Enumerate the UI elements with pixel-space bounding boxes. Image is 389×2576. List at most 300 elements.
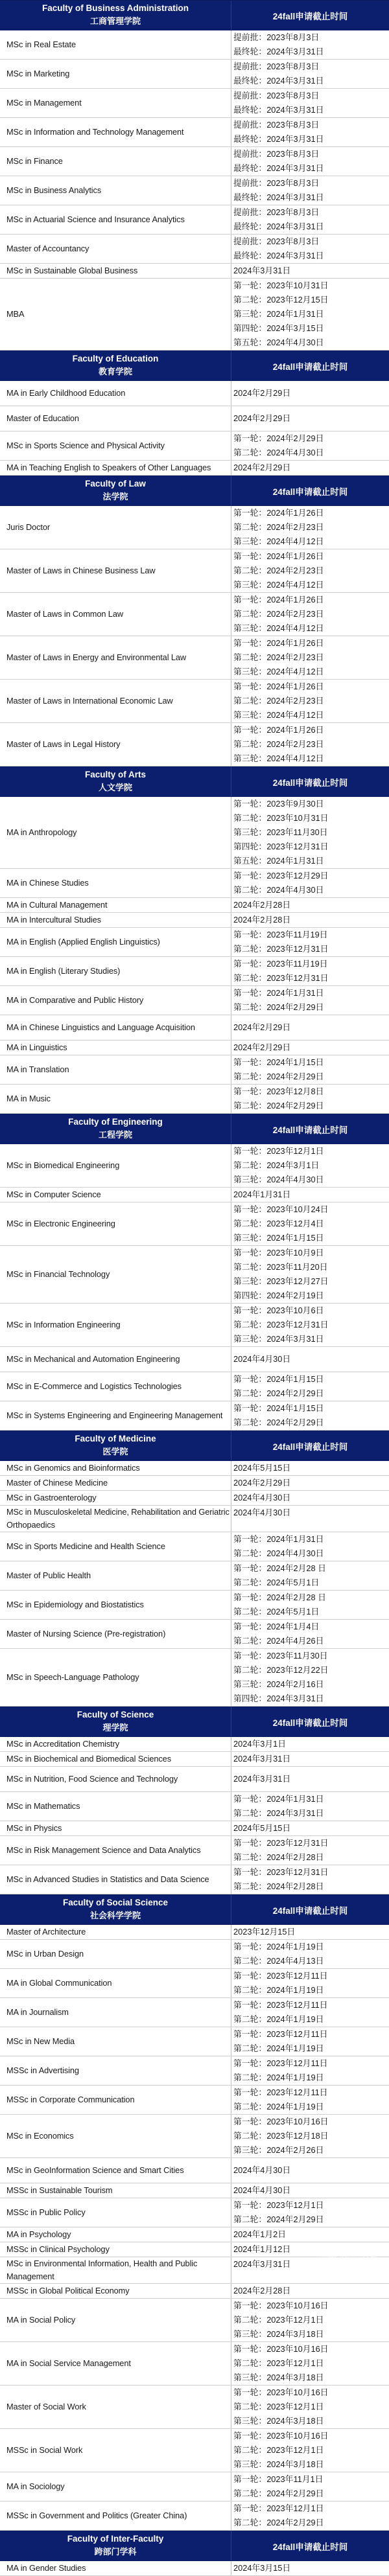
program-name: MSc in Management	[0, 89, 231, 117]
program-row	[0, 2115, 389, 2158]
faculty-name-zh: 跨部门学科	[94, 2547, 137, 2557]
deadline-date: 第二轮：2023年12月1日	[233, 2315, 324, 2325]
deadline-date: 2024年3月15日	[233, 2563, 291, 2573]
faculty-header	[0, 476, 389, 506]
program-name: MA in Intercultural Studies	[0, 913, 231, 927]
deadline-date: 第一轮：2023年10月16日	[233, 2431, 329, 2441]
program-name: MSc in Mathematics	[0, 1792, 231, 1821]
faculty-name-en: Faculty of Medicine	[75, 1434, 156, 1443]
program-row	[0, 205, 389, 235]
program-row	[0, 1347, 389, 1372]
faculty-name-en: Faculty of Business Administration	[41, 3, 189, 13]
program-row	[0, 1506, 389, 1532]
deadline-date: 2024年2月29日	[233, 1478, 291, 1488]
deadline-date: 2024年2月28日	[233, 900, 291, 910]
deadline-date: 最终轮：2024年3月31日	[233, 222, 324, 231]
program-row	[0, 1998, 389, 2027]
deadline-cell	[231, 2198, 389, 2227]
deadline-cell	[231, 1491, 389, 1505]
program-row	[0, 869, 389, 898]
program-row	[0, 1532, 389, 1561]
program-name: Master of Laws in Chinese Business Law	[0, 549, 231, 592]
faculty-header	[0, 0, 389, 30]
program-row	[0, 549, 389, 593]
program-row	[0, 2284, 389, 2299]
deadline-date: 第三轮：2024年2月26日	[233, 2145, 324, 2155]
program-row	[0, 431, 389, 461]
program-row	[0, 30, 389, 60]
deadline-date: 第三轮：2024年4月30日	[233, 1175, 324, 1184]
deadline-date: 第三轮：2024年3月18日	[233, 2416, 324, 2426]
deadline-cell	[231, 1304, 389, 1346]
deadline-date: 2024年1月12日	[233, 2244, 291, 2254]
deadline-date: 第二轮：2024年1月19日	[233, 2043, 324, 2053]
deadline-date: 2024年1月2日	[233, 2229, 287, 2239]
deadline-cell	[231, 431, 389, 460]
deadline-date: 第二轮：2024年4月30日	[233, 448, 324, 457]
deadline-date: 第一轮：2023年12月11日	[233, 2087, 328, 2097]
deadline-cell	[231, 1737, 389, 1751]
deadline-date: 第一轮：2024年2月29日	[233, 433, 324, 443]
deadline-date: 第一轮：2023年12月31日	[233, 1867, 329, 1877]
program-name: MSc in Physics	[0, 1821, 231, 1835]
faculty-name	[0, 1707, 231, 1736]
deadline-cell	[231, 2183, 389, 2198]
program-row	[0, 1015, 389, 1041]
deadline-date: 第二轮：2024年2月29日	[233, 2489, 324, 2498]
program-name: MSc in Real Estate	[0, 30, 231, 59]
program-row	[0, 381, 389, 406]
program-row	[0, 1940, 389, 1969]
deadline-cell	[231, 205, 389, 234]
deadline-date: 第一轮：2024年1月26日	[233, 595, 324, 604]
faculty-name	[0, 767, 231, 796]
faculty-name	[0, 476, 231, 505]
deadline-cell	[231, 1925, 389, 1939]
deadline-cell	[231, 1506, 389, 1532]
deadline-date: 第一轮：2024年2月28 日	[233, 1563, 326, 1573]
program-name: MSc in GeoInformation Science and Smart Cities	[0, 2158, 231, 2183]
deadline-cell	[231, 913, 389, 927]
faculty-name	[0, 351, 231, 380]
deadline-cell	[231, 118, 389, 146]
deadline-date: 2024年2月29日	[233, 413, 291, 423]
deadline-column-header: 24fall申请截止时间	[272, 1718, 348, 1728]
faculty-name-en: Faculty of Science	[77, 1710, 154, 1719]
program-name: MA in Cultural Management	[0, 898, 231, 912]
program-name: MA in Journalism	[0, 1998, 231, 2027]
deadline-date: 第二轮：2023年12月1日	[233, 2402, 324, 2411]
deadline-cell	[231, 723, 389, 766]
program-row	[0, 797, 389, 869]
program-name: MA in Linguistics	[0, 1041, 231, 1055]
program-row	[0, 2472, 389, 2501]
deadline-date: 第一轮：2023年12月1日	[233, 2200, 324, 2210]
deadline-date: 第一轮：2024年1月15日	[233, 1403, 324, 1413]
deadline-date: 第一轮：2023年11月19日	[233, 959, 328, 969]
program-row	[0, 506, 389, 549]
deadline-date: 第一轮：2023年11月1日	[233, 2474, 324, 2484]
deadline-cell	[231, 869, 389, 897]
program-row	[0, 2242, 389, 2257]
deadline-date: 第二轮：2024年2月29日	[233, 1002, 324, 1012]
deadline-date: 第二轮：2023年12月15日	[233, 295, 329, 305]
program-name: MSc in Epidemiology and Biostatistics	[0, 1591, 231, 1619]
deadline-cell	[231, 506, 389, 549]
program-row	[0, 1620, 389, 1649]
deadline-cell	[231, 2227, 389, 2242]
deadline-date: 第一轮：2023年12月31日	[233, 1838, 329, 1848]
deadline-date: 第一轮：2024年1月26日	[233, 508, 324, 518]
program-name: Master of Public Health	[0, 1561, 231, 1590]
program-row	[0, 60, 389, 89]
deadline-cell	[231, 2086, 389, 2114]
program-name: MSc in Systems Engineering and Engineering Management	[0, 1401, 231, 1430]
deadline-date: 第三轮：2023年11月30日	[233, 827, 328, 837]
program-row	[0, 913, 389, 928]
program-row	[0, 235, 389, 264]
deadline-date: 最终轮：2024年3月31日	[233, 47, 324, 56]
deadline-date: 第二轮：2024年2月29日	[233, 1388, 324, 1398]
deadline-date: 第二轮：2023年12月22日	[233, 1665, 329, 1675]
deadline-cell	[231, 2027, 389, 2056]
program-name: Master of Laws in Energy and Environmental Law	[0, 636, 231, 679]
deadline-date: 第一轮：2024年1月15日	[233, 1057, 324, 1067]
program-name: Master of Nursing Science (Pre-registration)	[0, 1620, 231, 1648]
program-name: Master of Laws in International Economic Law	[0, 680, 231, 722]
program-name: MSc in Marketing	[0, 60, 231, 88]
deadline-cell	[231, 898, 389, 912]
deadline-date: 第一轮：2023年10月24日	[233, 1204, 329, 1214]
program-name: MSSc in Public Policy	[0, 2198, 231, 2227]
deadline-date: 2024年3月31日	[233, 1774, 291, 1784]
deadline-date: 第五轮：2024年4月30日	[233, 338, 324, 347]
deadline-cell	[231, 680, 389, 722]
deadline-date: 第三轮：2024年4月12日	[233, 753, 324, 763]
program-row	[0, 2056, 389, 2086]
deadline-cell	[231, 1085, 389, 1113]
program-name: MSc in Environmental Information, Health and Public Management	[0, 2257, 231, 2283]
program-row	[0, 461, 389, 476]
deadline-date: 第一轮：2023年10月16日	[233, 2387, 329, 2397]
deadline-date: 第二轮：2024年4月26日	[233, 1636, 324, 1646]
deadline-date: 提前批：2023年8月3日	[233, 236, 320, 246]
faculty-header	[0, 1431, 389, 1461]
program-name: MA in Psychology	[0, 2227, 231, 2242]
deadline-cell	[231, 1055, 389, 1084]
program-row	[0, 2183, 389, 2198]
deadline-date: 最终轮：2024年3月31日	[233, 163, 324, 173]
program-name: MSc in Risk Management Science and Data Analytics	[0, 1836, 231, 1865]
faculty-header	[0, 766, 389, 797]
deadline-date: 2024年3月31日	[233, 266, 291, 275]
program-row	[0, 118, 389, 147]
deadline-date: 第一轮：2024年1月31日	[233, 988, 324, 998]
deadline-date: 第一轮：2024年1月4日	[233, 1622, 320, 1631]
deadline-date: 第二轮：2024年2月23日	[233, 609, 324, 619]
deadline-column-header: 24fall申请截止时间	[272, 11, 348, 21]
deadline-date: 第一轮：2023年12月11日	[233, 2000, 328, 2010]
deadline-date: 第一轮：2024年1月31日	[233, 1534, 324, 1544]
deadline-date: 第二轮：2024年2月29日	[233, 1072, 324, 1081]
deadline-date: 第二轮：2024年4月30日	[233, 1548, 324, 1558]
program-name: MSc in Musculoskeletal Medicine, Rehabilitation and Geriatric Orthopaedics	[0, 1506, 231, 1532]
deadline-column-header: 24fall申请截止时间	[272, 362, 348, 372]
program-row	[0, 2027, 389, 2056]
faculty-name-en: Faculty of Arts	[84, 770, 146, 779]
deadline-cell	[231, 2242, 389, 2257]
deadline-cell	[231, 1372, 389, 1401]
deadline-date: 提前批：2023年8月3日	[233, 32, 320, 42]
deadline-date: 第三轮：2024年3月31日	[233, 1334, 324, 1344]
deadline-cell	[231, 2299, 389, 2341]
program-row	[0, 1401, 389, 1431]
deadline-date: 第四轮：2024年3月31日	[233, 1694, 324, 1703]
program-name: MSc in Sports Science and Physical Activity	[0, 431, 231, 460]
program-row	[0, 636, 389, 680]
program-name: MSc in Information and Technology Management	[0, 118, 231, 146]
deadline-cell	[231, 89, 389, 117]
program-name: MA in Chinese Studies	[0, 869, 231, 897]
deadline-cell	[231, 1649, 389, 1706]
deadline-date: 第五轮：2024年1月31日	[233, 856, 324, 866]
deadline-date: 第一轮：2024年1月26日	[233, 638, 324, 648]
deadline-cell	[231, 235, 389, 263]
deadline-cell	[231, 461, 389, 475]
program-name: MSSc in Advertising	[0, 2056, 231, 2085]
program-name: Master of Laws in Legal History	[0, 723, 231, 766]
program-name: Master of Architecture	[0, 1925, 231, 1939]
deadline-cell	[231, 1620, 389, 1648]
deadline-date: 第二轮：2024年1月19日	[233, 2014, 324, 2024]
deadline-date: 2024年4月30日	[233, 1354, 291, 1364]
deadline-date: 第二轮：2024年2月23日	[233, 522, 324, 532]
program-name: MSc in Economics	[0, 2115, 231, 2157]
deadline-cell	[231, 2386, 389, 2428]
faculty-name-en: Faculty of Education	[72, 354, 159, 363]
faculty-name-en: Faculty of Engineering	[68, 1117, 163, 1127]
deadline-cell	[231, 2561, 389, 2575]
deadline-cell	[231, 1767, 389, 1791]
deadline-date: 第三轮：2024年3月18日	[233, 2329, 324, 2339]
faculty-name-zh: 医学院	[102, 1447, 128, 1456]
deadline-date: 第二轮：2024年2月23日	[233, 696, 324, 706]
faculty-name-en: Faculty of Inter-Faculty	[67, 2534, 164, 2544]
deadline-cell	[231, 1940, 389, 1968]
deadline-date: 第一轮：2024年1月26日	[233, 725, 324, 735]
program-name: MSc in Actuarial Science and Insurance Analytics	[0, 205, 231, 234]
program-name: MSc in New Media	[0, 2027, 231, 2056]
deadline-date: 第三轮：2024年4月12日	[233, 710, 324, 720]
deadline-date: 第三轮：2024年4月12日	[233, 580, 324, 590]
deadline-date: 第二轮：2024年1月19日	[233, 1985, 324, 1995]
deadline-date: 第二轮：2024年2月23日	[233, 652, 324, 662]
deadline-cell	[231, 2501, 389, 2530]
program-name: MSc in Business Analytics	[0, 176, 231, 205]
deadline-column-header: 24fall申请截止时间	[272, 2542, 348, 2552]
deadline-date: 第一轮：2023年10月31日	[233, 281, 329, 290]
program-name: MSc in E-Commerce and Logistics Technologies	[0, 1372, 231, 1401]
program-name: MA in Social Policy	[0, 2299, 231, 2341]
deadline-date: 第一轮：2023年12月29日	[233, 871, 329, 880]
deadline-cell	[231, 1041, 389, 1055]
program-name: MSc in Urban Design	[0, 1940, 231, 1968]
deadline-column-header: 24fall申请截止时间	[272, 487, 348, 497]
program-row	[0, 1085, 389, 1114]
watermark: 知乎 @华小夏	[317, 2251, 379, 2262]
deadline-cell	[231, 406, 389, 431]
deadline-date: 2024年2月28日	[233, 2286, 291, 2295]
deadline-date: 提前批：2023年8月3日	[233, 149, 320, 159]
deadline-date: 2024年4月30日	[233, 1508, 291, 1517]
deadline-date: 最终轮：2024年3月31日	[233, 105, 324, 115]
deadline-date: 第二轮：2023年10月31日	[233, 813, 329, 823]
program-row	[0, 1055, 389, 1085]
deadline-date: 第一轮：2023年10月6日	[233, 1305, 324, 1315]
deadline-cell	[231, 1969, 389, 1997]
program-row	[0, 2299, 389, 2342]
program-name: Master of Laws in Common Law	[0, 593, 231, 636]
deadline-date: 第二轮：2023年12月31日	[233, 973, 329, 983]
deadline-date: 第一轮：2023年12月1日	[233, 1146, 324, 1156]
deadline-cell	[231, 279, 389, 350]
faculty-header	[0, 1894, 389, 1925]
deadline-cell	[231, 381, 389, 406]
program-row	[0, 264, 389, 279]
deadline-cell	[231, 1347, 389, 1372]
deadline-date: 第二轮：2024年2月28日	[233, 1852, 324, 1862]
deadline-cell	[231, 1591, 389, 1619]
program-row	[0, 1144, 389, 1188]
program-name: Master of Social Work	[0, 2386, 231, 2428]
deadline-date: 第三轮：2024年4月12日	[233, 536, 324, 546]
faculty-name-zh: 教育学院	[98, 367, 132, 376]
deadline-date: 第一轮：2023年12月8日	[233, 1087, 324, 1096]
deadline-date: 第二轮：2023年12月1日	[233, 2445, 324, 2455]
deadline-cell	[231, 264, 389, 278]
deadline-date: 第三轮：2024年1月15日	[233, 1233, 324, 1243]
program-row	[0, 176, 389, 205]
deadline-date: 第四轮：2024年3月15日	[233, 323, 324, 333]
program-name: MA in Gender Studies	[0, 2561, 231, 2575]
deadline-date: 2024年4月30日	[233, 1493, 291, 1502]
program-row	[0, 928, 389, 957]
program-name: MA in English (Literary Studies)	[0, 957, 231, 985]
program-row	[0, 2257, 389, 2284]
deadline-cell	[231, 176, 389, 205]
program-name: MA in Chinese Linguistics and Language Acquisition	[0, 1015, 231, 1040]
deadline-cell	[231, 2257, 389, 2283]
deadline-cell	[231, 1752, 389, 1766]
deadline-cell	[231, 549, 389, 592]
deadline-cell	[231, 1476, 389, 1490]
program-name: MSc in Advanced Studies in Statistics and Data Science	[0, 1865, 231, 1894]
program-row	[0, 2429, 389, 2472]
deadline-cell	[231, 2342, 389, 2385]
deadline-date: 第二轮：2024年4月30日	[233, 885, 324, 895]
deadline-date: 第二轮：2024年3月1日	[233, 1160, 320, 1170]
program-row	[0, 147, 389, 176]
deadline-date: 第二轮：2024年3月31日	[233, 1808, 324, 1818]
deadline-date: 2024年1月31日	[233, 1190, 291, 1199]
program-row	[0, 1792, 389, 1821]
deadline-date: 第二轮：2023年12月31日	[233, 944, 329, 954]
program-name: MSSc in Corporate Communication	[0, 2086, 231, 2114]
faculty-header	[0, 1707, 389, 1737]
deadline-cell	[231, 30, 389, 59]
program-name: MA in Translation	[0, 1055, 231, 1084]
program-row	[0, 1821, 389, 1836]
deadline-cell	[231, 957, 389, 985]
deadline-date: 第三轮：2024年1月31日	[233, 309, 324, 319]
deadline-date: 第一轮：2023年12月11日	[233, 2029, 328, 2039]
deadline-date: 第一轮：2023年10月16日	[233, 2117, 329, 2126]
faculty-name-zh: 理学院	[102, 1723, 128, 1732]
program-name: MA in Early Childhood Education	[0, 381, 231, 406]
program-name: MA in Global Communication	[0, 1969, 231, 1997]
program-name: MSc in Finance	[0, 147, 231, 176]
deadline-cell	[231, 986, 389, 1015]
deadline-date: 第二轮：2023年12月1日	[233, 2358, 324, 2368]
deadline-date: 第三轮：2024年4月12日	[233, 623, 324, 633]
program-name: MSc in Information Engineering	[0, 1304, 231, 1346]
deadline-cell	[231, 1821, 389, 1835]
deadline-date: 第二轮：2024年2月29日	[233, 1101, 324, 1110]
program-row	[0, 1188, 389, 1202]
deadline-cell	[231, 1998, 389, 2027]
faculty-name	[0, 1895, 231, 1924]
deadline-column-header: 24fall申请截止时间	[272, 1125, 348, 1135]
faculty-header	[0, 2531, 389, 2561]
program-row	[0, 1461, 389, 1476]
program-name: MBA	[0, 279, 231, 350]
program-name: Master of Education	[0, 406, 231, 431]
program-name: MSSc in Government and Politics (Greater China)	[0, 2501, 231, 2530]
program-row	[0, 89, 389, 118]
deadline-cell	[231, 2056, 389, 2085]
deadline-cell	[231, 928, 389, 956]
deadline-cell	[231, 2429, 389, 2472]
faculty-name-zh: 工程学院	[98, 1130, 132, 1140]
program-name: MSc in Sports Medicine and Health Science	[0, 1532, 231, 1561]
deadline-date: 第二轮：2024年2月29日	[233, 2518, 324, 2527]
program-row	[0, 2158, 389, 2183]
deadline-date: 第二轮：2024年2月23日	[233, 566, 324, 575]
program-name: MA in Anthropology	[0, 797, 231, 868]
deadline-cell	[231, 60, 389, 88]
deadline-date: 第二轮：2023年12月4日	[233, 1219, 324, 1228]
deadline-date: 2024年2月29日	[233, 463, 291, 472]
program-row	[0, 1649, 389, 1707]
deadline-date: 第二轮：2023年11月20日	[233, 1262, 328, 1272]
deadline-date: 第三轮：2024年4月12日	[233, 667, 324, 676]
deadline-date: 2024年3月1日	[233, 1739, 287, 1749]
deadline-cell	[231, 2158, 389, 2183]
program-name: MSc in Computer Science	[0, 1188, 231, 1202]
deadline-cell	[231, 2284, 389, 2298]
program-row	[0, 1591, 389, 1620]
program-name: MSc in Mechanical and Automation Engineering	[0, 1347, 231, 1372]
deadline-date: 2024年2月29日	[233, 1042, 291, 1052]
deadline-cell	[231, 147, 389, 176]
deadline-date: 提前批：2023年8月3日	[233, 91, 320, 100]
deadline-cell	[231, 2115, 389, 2157]
deadline-date: 2024年3月31日	[233, 1754, 291, 1764]
program-row	[0, 1737, 389, 1752]
program-row	[0, 1752, 389, 1767]
program-row	[0, 279, 389, 351]
deadline-date: 第二轮：2023年12月31日	[233, 1320, 329, 1329]
